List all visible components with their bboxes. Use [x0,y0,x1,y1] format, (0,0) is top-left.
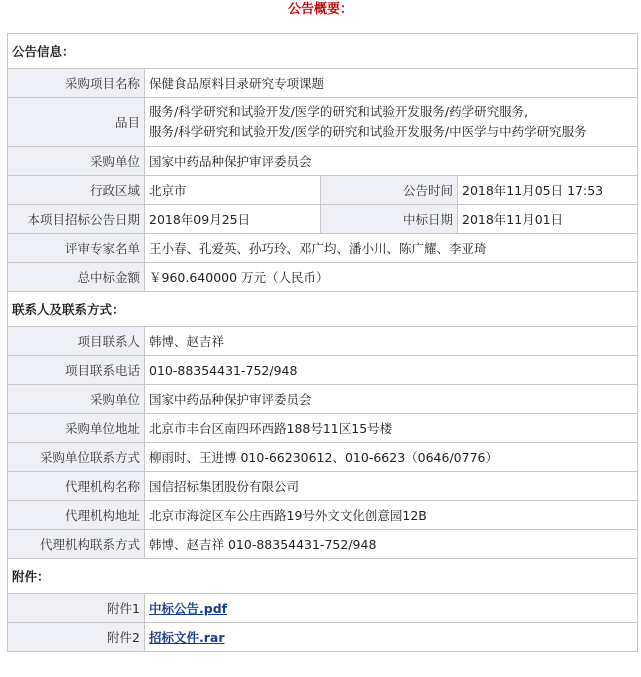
section-notice-info: 公告信息： [8,34,638,69]
agency-contact-label: 代理机构联系方式 [8,530,145,559]
agency-name-value: 国信招标集团股份有限公司 [145,472,638,501]
section-contact-info: 联系人及联系方式： [8,292,638,327]
contact-purchaser-label: 采购单位 [8,385,145,414]
row-experts [8,234,638,263]
row-agency-name [8,472,638,501]
category-line-1: 服务/科学研究和试验开发/医学的研究和试验开发服务/药学研究服务, [149,104,529,119]
row-dates [8,205,638,234]
purchaser-contact-label: 采购单位联系方式 [8,443,145,472]
region-label: 行政区域 [8,176,145,205]
attachment-2-cell [145,623,638,652]
purchaser-label: 采购单位 [8,147,145,176]
contact-purchaser-value: 国家中药品种保护审评委员会 [145,385,638,414]
tender-date-value: 2018年09月25日 [145,205,321,234]
category-value [145,98,638,147]
notice-summary-table [7,33,638,652]
award-date-label: 中标日期 [321,205,458,234]
row-agency-contact [8,530,638,559]
row-project-name [8,69,638,98]
attachment-1-cell [145,594,638,623]
attachment-1-label: 附件1 [8,594,145,623]
row-region-time [8,176,638,205]
section-attachments: 附件： [8,559,638,594]
row-attachment-1 [8,594,638,623]
region-value: 北京市 [145,176,321,205]
page-title: 公告概要： [287,2,353,17]
category-line-2: 服务/科学研究和试验开发/医学的研究和试验开发服务/中医学与中药学研究服务 [149,124,587,139]
project-name-value: 保健食品原料目录研究专项课题 [145,69,638,98]
row-total-amount [8,263,638,292]
project-contact-value: 韩博、赵吉祥 [145,327,638,356]
publish-time-label: 公告时间 [321,176,458,205]
agency-address-value: 北京市海淀区车公庄西路19号外文文化创意园12B [145,501,638,530]
purchaser-address-value: 北京市丰台区南四环西路188号11区15号楼 [145,414,638,443]
purchaser-address-label: 采购单位地址 [8,414,145,443]
experts-label: 评审专家名单 [8,234,145,263]
attachment-2-link[interactable]: 招标文件.rar [149,630,225,645]
attachment-2-label: 附件2 [8,623,145,652]
project-phone-label: 项目联系电话 [8,356,145,385]
project-phone-value: 010-88354431-752/948 [145,356,638,385]
row-purchaser [8,147,638,176]
row-category [8,98,638,147]
row-purchaser-address [8,414,638,443]
agency-contact-value: 韩博、赵吉祥 010-88354431-752/948 [145,530,638,559]
row-contact-purchaser [8,385,638,414]
category-label: 品目 [8,98,145,147]
row-attachment-2 [8,623,638,652]
award-date-value: 2018年11月01日 [458,205,638,234]
row-project-phone [8,356,638,385]
project-contact-label: 项目联系人 [8,327,145,356]
purchaser-value: 国家中药品种保护审评委员会 [145,147,638,176]
agency-name-label: 代理机构名称 [8,472,145,501]
row-agency-address [8,501,638,530]
agency-address-label: 代理机构地址 [8,501,145,530]
total-amount-value: ￥960.640000 万元（人民币） [145,263,638,292]
publish-time-value: 2018年11月05日 17:53 [458,176,638,205]
attachment-1-link[interactable]: 中标公告.pdf [149,601,228,616]
experts-value: 王小春、孔爱英、孙巧玲、邓广均、潘小川、陈广耀、李亚琦 [145,234,638,263]
purchaser-contact-value: 柳雨时、王进博 010-66230612、010-6623（0646/0776） [145,443,638,472]
project-name-label: 采购项目名称 [8,69,145,98]
total-amount-label: 总中标金额 [8,263,145,292]
tender-date-label: 本项目招标公告日期 [8,205,145,234]
row-project-contact [8,327,638,356]
row-purchaser-contact [8,443,638,472]
